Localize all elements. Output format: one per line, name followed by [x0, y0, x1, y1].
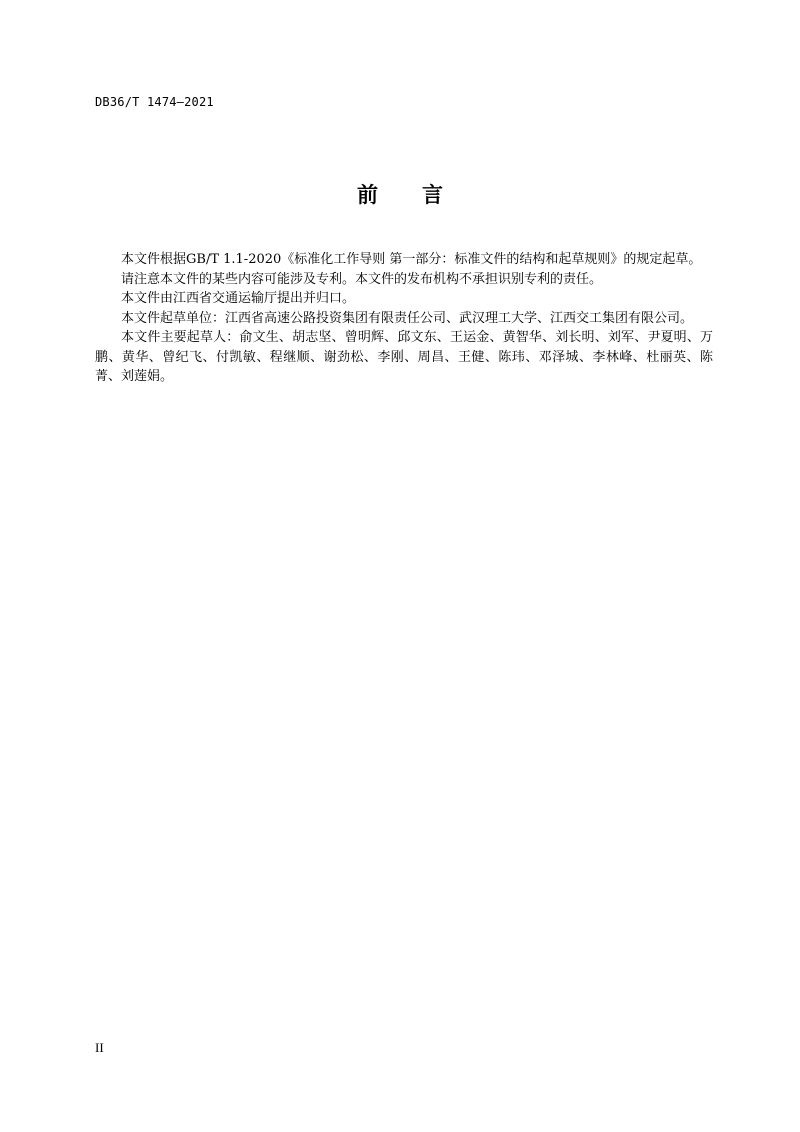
page-number: II — [95, 1040, 104, 1055]
title-char-2: 言 — [422, 183, 443, 207]
paragraph-drafting-units: 本文件起草单位：江西省高速公路投资集团有限责任公司、武汉理工大学、江西交工集团有限公司。 — [121, 310, 694, 326]
title-char-1: 前 — [357, 183, 378, 207]
paragraph-patent-notice: 请注意本文件的某些内容可能涉及专利。本文件的发布机构不承担识别专利的责任。 — [121, 271, 603, 287]
paragraph-proposer: 本文件由江西省交通运输厅提出并归口。 — [121, 291, 356, 306]
paragraph-drafters: 本文件主要起草人：俞文生、胡志坚、曾明辉、邱文东、王运金、黄智华、刘长明、刘军、尹夏明、万鹏、黄华、曾纪飞、付凯敏、程继顺、谢劲松、李刚、周昌、王健、陈玮、邓泽城、李林峰、杜丽英、陈菁、刘莲娟。 — [95, 330, 713, 384]
document-code: DB36/T 1474—2021 — [95, 95, 214, 109]
paragraph-standard-basis: 本文件根据GB/T 1.1-2020《标准化工作导则 第一部分：标准文件的结构和起草规则》的规定起草。 — [121, 252, 702, 267]
page-title — [0, 179, 800, 209]
preface-body — [95, 250, 713, 387]
